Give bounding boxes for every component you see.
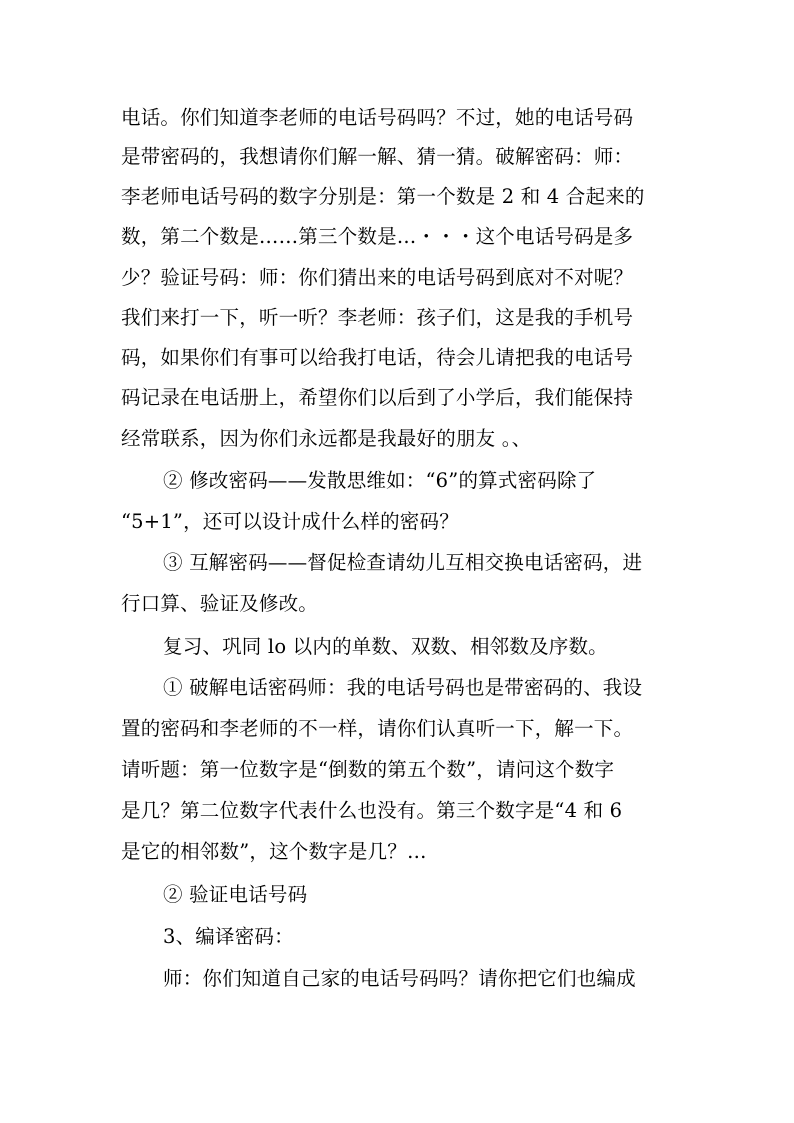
paragraph-line: 经常联系，因为你们永远都是我最好的朋友 。、	[121, 427, 532, 450]
paragraph-line: 3、编译密码：	[163, 925, 294, 948]
paragraph-line: 是带密码的，我想请你们解一解、猜一猜。破解密码：师：	[121, 145, 634, 168]
paragraph-line: 电话。你们知道李老师的电话号码吗？不过，她的电话号码	[121, 106, 634, 129]
paragraph-line: 是几？第二位数字代表什么也没有。第三个数字是“4 和 6	[121, 799, 623, 822]
paragraph-line: 码，如果你们有事可以给我打电话，待会儿请把我的电话号	[121, 346, 634, 369]
paragraph-line: “5+1”，还可以设计成什么样的密码？	[121, 510, 459, 533]
paragraph-line: 行口算、验证及修改。	[121, 592, 319, 615]
paragraph-line: 是它的相邻数”，这个数字是几？…	[121, 840, 427, 863]
paragraph-line: 码记录在电话册上，希望你们以后到了小学后，我们能保持	[121, 386, 634, 409]
paragraph-line: 置的密码和李老师的不一样，请你们认真听一下，解一下。	[121, 717, 634, 740]
paragraph-line: 我们来打一下，听一听？李老师：孩子们，这是我的手机号	[121, 306, 634, 329]
paragraph-line: ① 破解电话密码师：我的电话号码也是带密码的、我设	[163, 676, 643, 699]
paragraph-line: 数，第二个数是……第三个数是…・・・这个电话号码是多	[121, 225, 634, 248]
paragraph-line: 请听题：第一位数字是“倒数的第五个数”，请问这个数字	[121, 758, 615, 781]
paragraph-line: ③ 互解密码——督促检查请幼儿互相交换电话密码，进	[163, 551, 643, 574]
paragraph-line: 师：你们知道自己家的电话号码吗？请你把它们也编成	[163, 967, 636, 990]
paragraph-line: 李老师电话号码的数字分别是：第一个数是 2 和 4 合起来的	[121, 185, 645, 208]
paragraph-line: 少？验证号码：师：你们猜出来的电话号码到底对不对呢？	[121, 266, 634, 289]
paragraph-line: 复习、巩同 lo 以内的单数、双数、相邻数及序数。	[163, 635, 608, 658]
paragraph-line: ② 验证电话号码	[163, 883, 308, 906]
paragraph-line: ② 修改密码——发散思维如：“6”的算式密码除了	[163, 469, 597, 492]
